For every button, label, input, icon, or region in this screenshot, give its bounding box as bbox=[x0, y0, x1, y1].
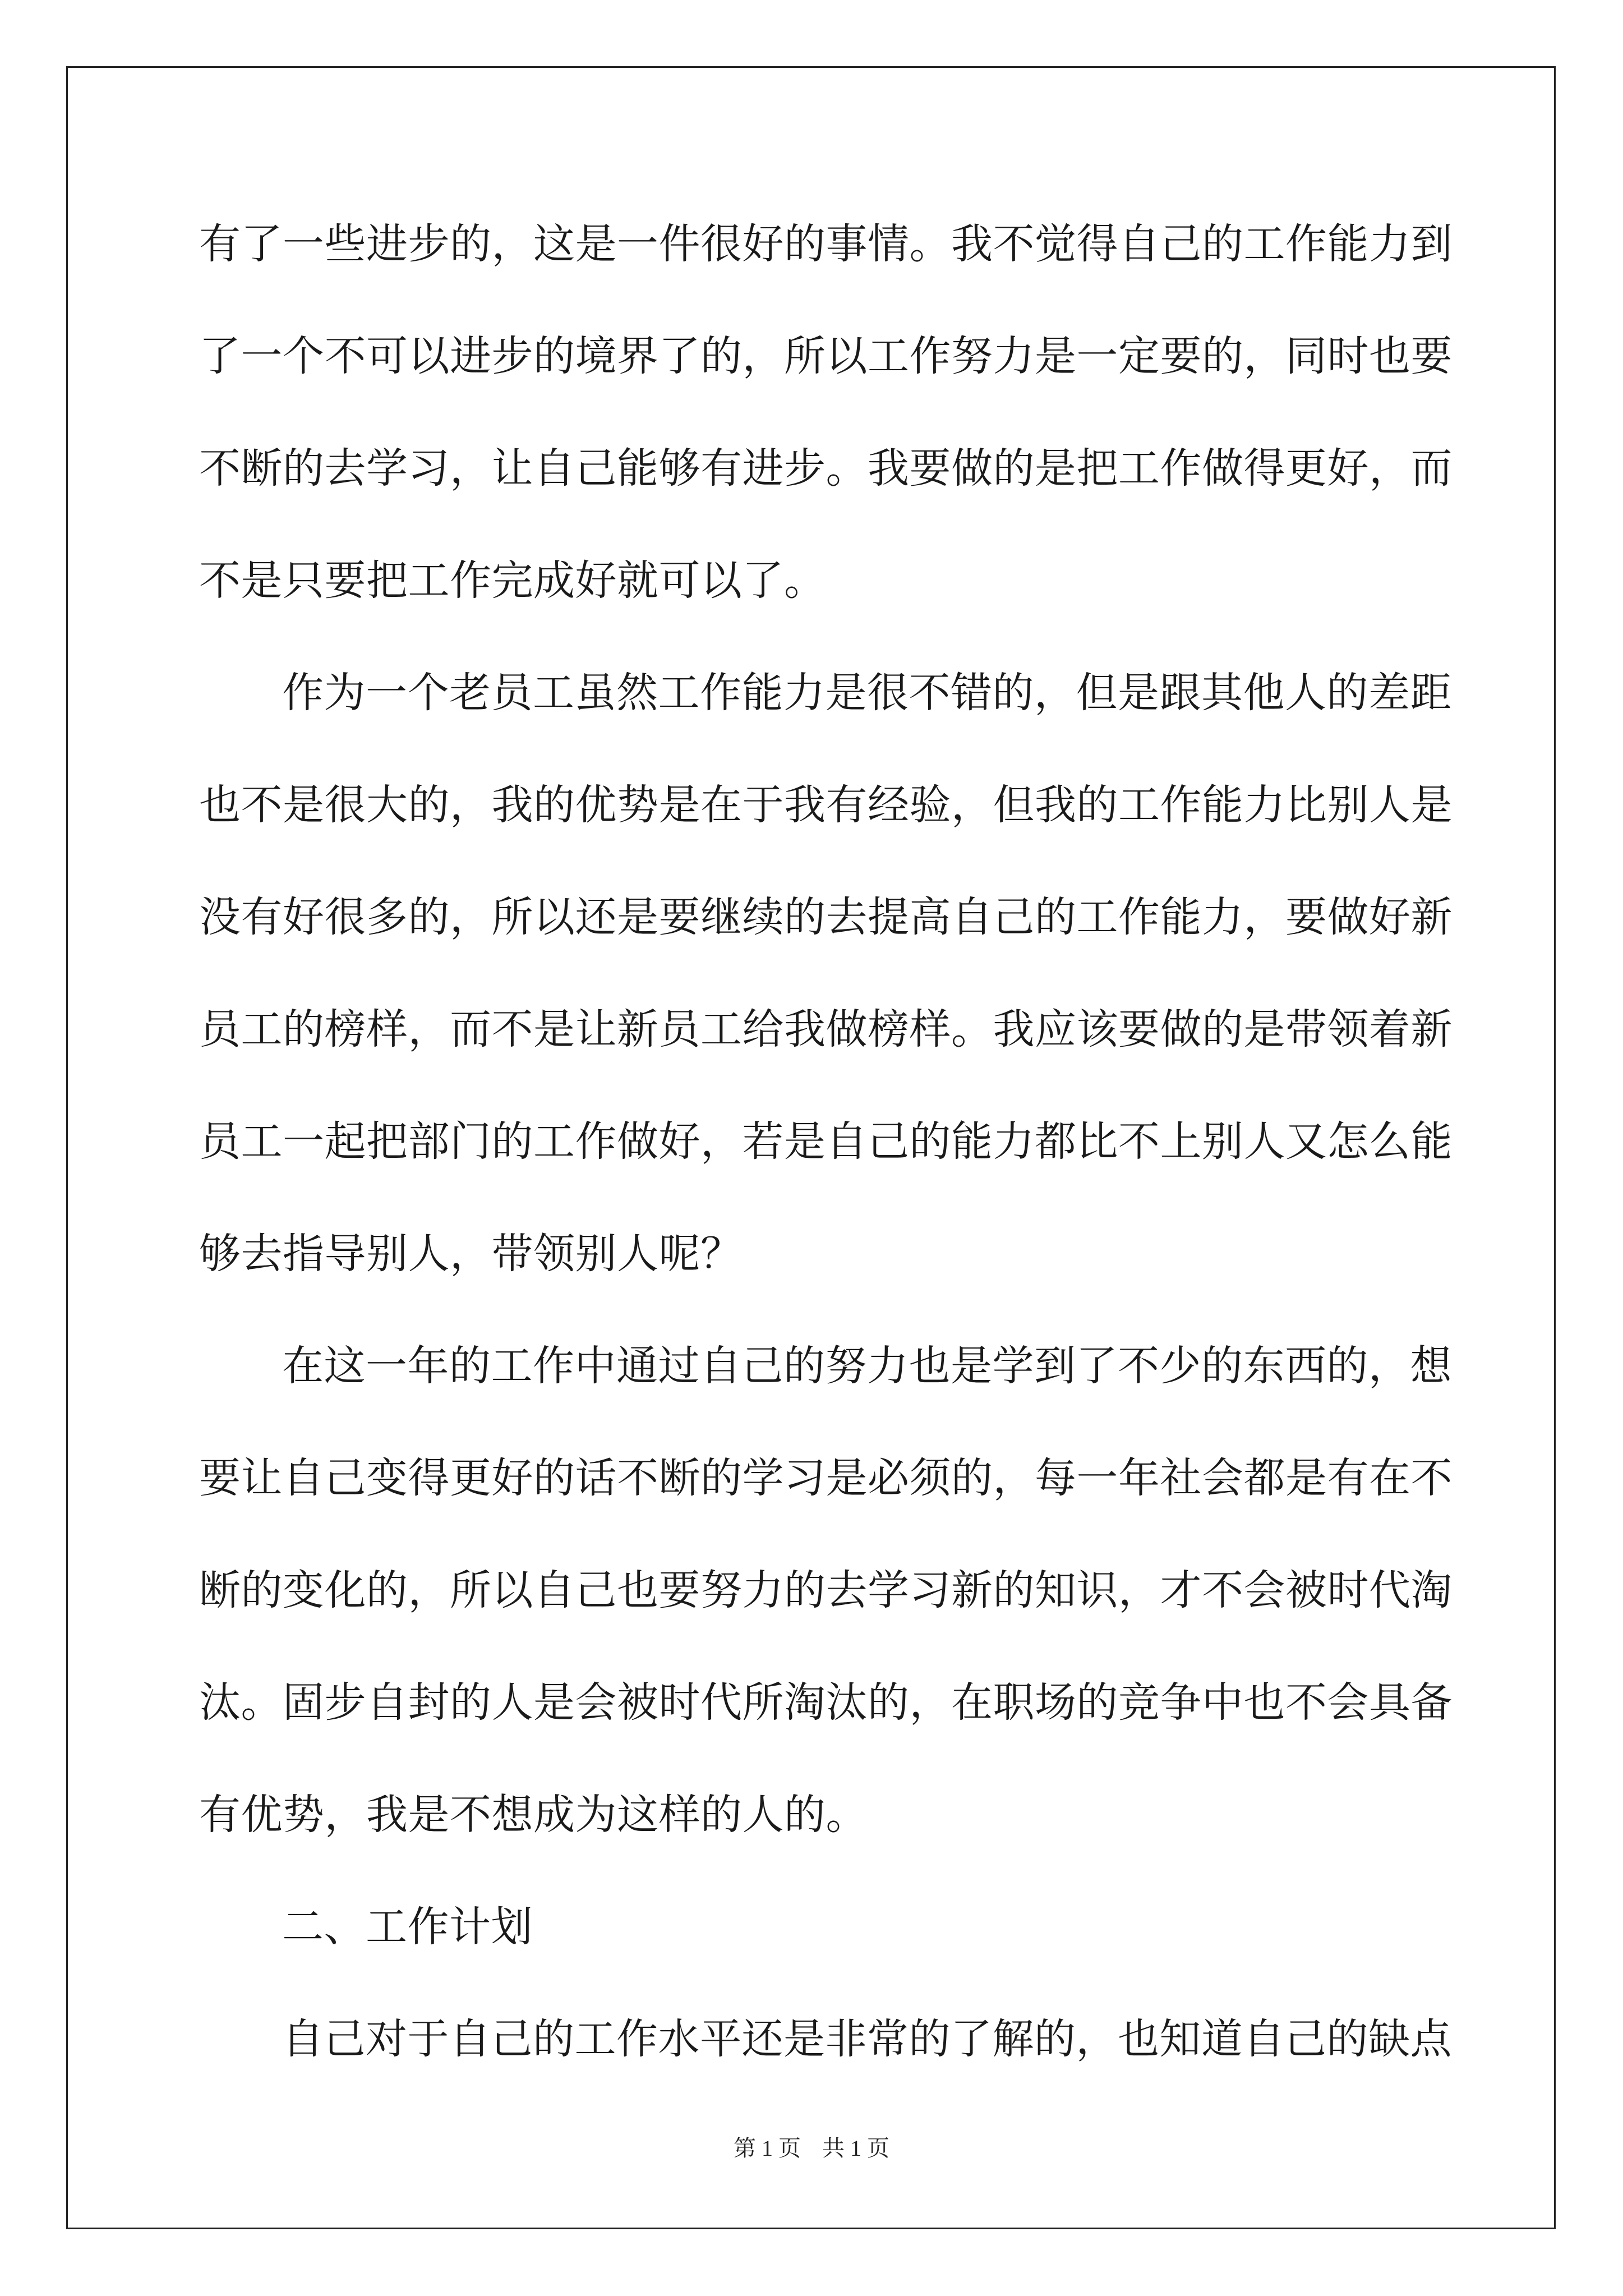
text-line: 员工一起把部门的工作做好，若是自己的能力都比不上别人又怎么能 bbox=[199, 1117, 1453, 1166]
paragraph-first-line: 自己对于自己的工作水平还是非常的了解的，也知道自己的缺点 bbox=[282, 2015, 1452, 2063]
paragraph-first-line: 在这一年的工作中通过自己的努力也是学到了不少的东西的，想 bbox=[282, 1342, 1452, 1390]
text-line: 够去指导别人，带领别人呢？ bbox=[199, 1230, 743, 1278]
text-line: 员工的榜样，而不是让新员工给我做榜样。我应该要做的是带领着新 bbox=[199, 1005, 1453, 1053]
paragraph-first-line: 作为一个老员工虽然工作能力是很不错的，但是跟其他人的差距 bbox=[282, 669, 1452, 717]
text-line: 断的变化的，所以自己也要努力的去学习新的知识，才不会被时代淘 bbox=[199, 1566, 1453, 1614]
text-line: 有优势，我是不想成为这样的人的。 bbox=[199, 1791, 868, 1839]
section-heading: 二、工作计划 bbox=[282, 1903, 533, 1951]
text-line: 汰。固步自封的人是会被时代所淘汰的，在职场的竞争中也不会具备 bbox=[199, 1678, 1453, 1727]
page-number: 第 1 页 bbox=[734, 2136, 801, 2161]
text-line: 没有好很多的，所以还是要继续的去提高自己的工作能力，要做好新 bbox=[199, 893, 1453, 941]
text-line: 有了一些进步的，这是一件很好的事情。我不觉得自己的工作能力到 bbox=[199, 220, 1453, 268]
text-line: 了一个不可以进步的境界了的，所以工作努力是一定要的，同时也要 bbox=[199, 332, 1453, 380]
page-footer bbox=[0, 2132, 1623, 2165]
text-line: 不是只要把工作完成好就可以了。 bbox=[199, 556, 826, 605]
text-line: 也不是很大的，我的优势是在于我有经验，但我的工作能力比别人是 bbox=[199, 781, 1453, 829]
page-total: 共 1 页 bbox=[822, 2136, 889, 2161]
text-line: 不断的去学习，让自己能够有进步。我要做的是把工作做得更好，而 bbox=[199, 444, 1453, 493]
text-line: 要让自己变得更好的话不断的学习是必须的，每一年社会都是有在不 bbox=[199, 1454, 1453, 1502]
